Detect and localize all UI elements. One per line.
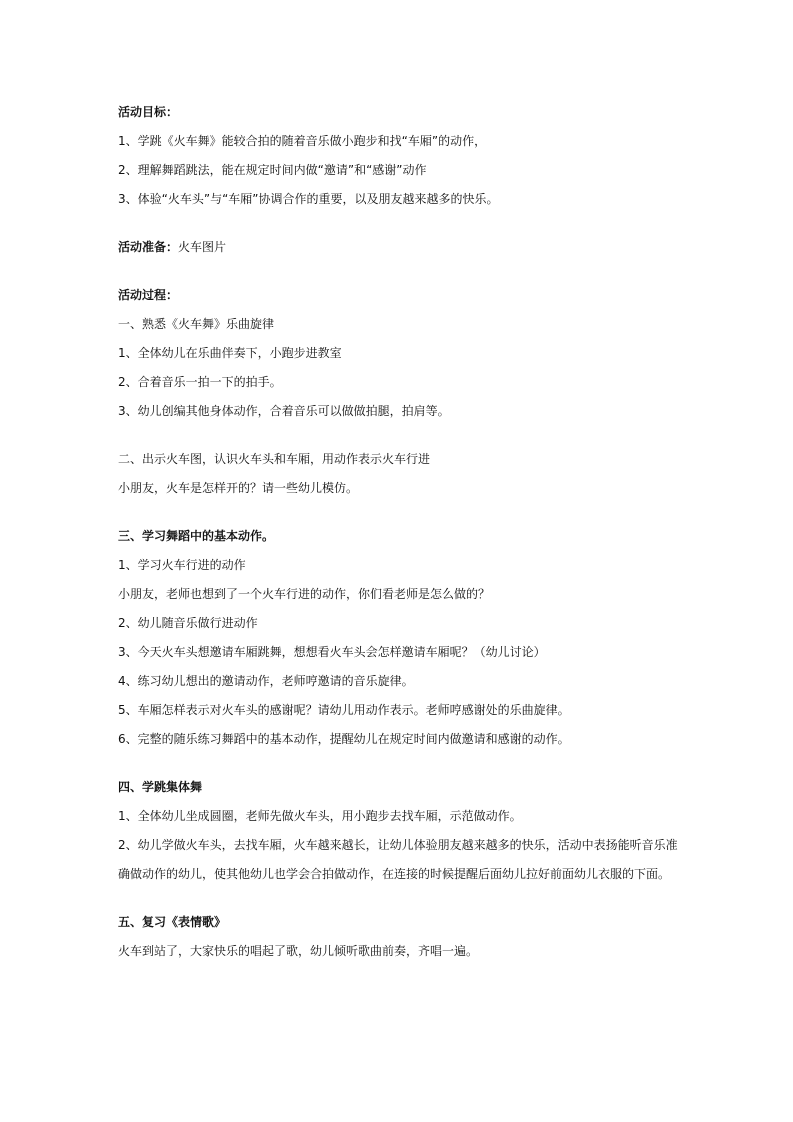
spacer bbox=[118, 214, 688, 233]
section-title: 三、学习舞蹈中的基本动作。 bbox=[118, 529, 275, 543]
spacer bbox=[118, 754, 688, 773]
section-title: 二、出示火车图，认识火车头和车厢，用动作表示火车行进 bbox=[118, 452, 431, 466]
goal-item: 2、理解舞蹈跳法，能在规定时间内做“邀请”和“感谢”动作 bbox=[118, 163, 427, 177]
section-title: 四、学跳集体舞 bbox=[118, 780, 203, 794]
document-body bbox=[118, 98, 688, 966]
section-item: 2、合着音乐一拍一下的拍手。 bbox=[118, 375, 282, 389]
section-item: 3、今天火车头想邀请车厢跳舞，想想看火车头会怎样邀请车厢呢？（幼儿讨论） bbox=[118, 645, 546, 659]
goal-item: 1、学跳《火车舞》能较合拍的随着音乐做小跑步和找“车厢”的动作， bbox=[118, 134, 487, 148]
section-item: 5、车厢怎样表示对火车头的感谢呢？请幼儿用动作表示。老师哼感谢处的乐曲旋律。 bbox=[118, 703, 570, 717]
spacer bbox=[118, 262, 688, 281]
spacer bbox=[118, 889, 688, 908]
section-item: 1、全体幼儿坐成圆圈，老师先做火车头，用小跑步去找车厢，示范做动作。 bbox=[118, 809, 522, 823]
section-title: 一、熟悉《火车舞》乐曲旋律 bbox=[118, 317, 275, 331]
prep-line bbox=[118, 233, 688, 262]
section-item: 小朋友，老师也想到了一个火车行进的动作，你们看老师是怎么做的？ bbox=[118, 587, 491, 601]
section-item: 3、幼儿创编其他身体动作，合着音乐可以做做拍腿，拍肩等。 bbox=[118, 404, 450, 418]
section-item: 6、完整的随乐练习舞蹈中的基本动作，提醒幼儿在规定时间内做邀请和感谢的动作。 bbox=[118, 732, 570, 746]
section-item: 2、幼儿随音乐做行进动作 bbox=[118, 616, 258, 630]
spacer bbox=[118, 503, 688, 522]
section-item: 1、学习火车行进的动作 bbox=[118, 558, 246, 572]
section-title: 五、复习《表情歌》 bbox=[118, 915, 227, 929]
section-item: 火车到站了，大家快乐的唱起了歌，幼儿倾听歌曲前奏，齐唱一遍。 bbox=[118, 944, 479, 958]
prep-label: 活动准备： bbox=[118, 240, 179, 254]
spacer bbox=[118, 426, 688, 445]
section-item: 小朋友，火车是怎样开的？请一些幼儿模仿。 bbox=[118, 481, 359, 495]
goal-item: 3、体验“火车头”与“车厢”协调合作的重要，以及朋友越来越多的快乐。 bbox=[118, 192, 499, 206]
section-item: 4、练习幼儿想出的邀请动作，老师哼邀请的音乐旋律。 bbox=[118, 674, 414, 688]
section-item: 2、幼儿学做火车头，去找车厢，火车越来越长，让幼儿体验朋友越来越多的快乐，活动中表扬能听音乐准确做动作的幼儿，使其他幼儿也学会合拍做动作，在连接的时候提醒后面幼儿拉好前面幼儿衣服的下面。 bbox=[118, 838, 678, 881]
prep-value: 火车图片 bbox=[178, 240, 227, 254]
goals-heading: 活动目标： bbox=[118, 105, 179, 119]
process-heading: 活动过程： bbox=[118, 288, 179, 302]
section-item: 1、全体幼儿在乐曲伴奏下，小跑步进教室 bbox=[118, 346, 342, 360]
